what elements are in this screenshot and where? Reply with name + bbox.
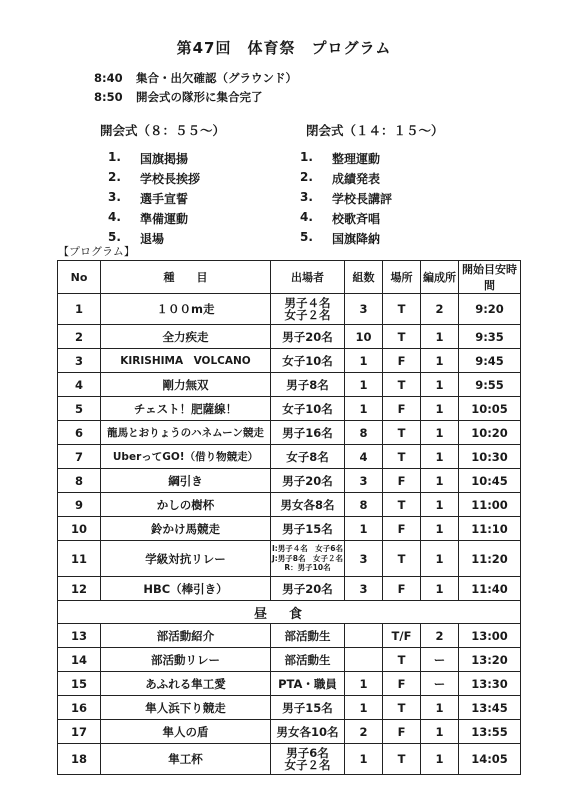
closing-item [300,230,450,250]
cell-participants [271,648,345,672]
program-label: 【プログラム】 [58,245,135,258]
cell-participants [271,744,345,775]
cell-groups: 1 [345,373,383,397]
cell-time: 10:20 [459,421,521,445]
cell-event: 隼工杯 [101,744,271,775]
participant-line: PTA・職員 [278,676,337,691]
cell-groups [345,624,383,648]
participant-line: I:男子４名 女子6名 [271,544,343,554]
cell-no: 5 [58,397,101,421]
cell-time: 13:00 [459,624,521,648]
schedule-text: 集合・出欠確認（グラウンド） [136,71,297,85]
cell-time: 10:45 [459,469,521,493]
cell-place: T [383,373,421,397]
cell-participants [271,493,345,517]
participant-line: 女子２名 [284,758,331,772]
cell-event: 綱引き [101,469,271,493]
col-header-place: 場所 [383,261,421,294]
closing-item [300,150,450,170]
cell-participants [271,720,345,744]
cell-participants [271,577,345,601]
cell-no: 9 [58,493,101,517]
participant-line: J:男子8名 女子２名 [271,553,343,563]
cell-place: F [383,397,421,421]
cell-groups [345,648,383,672]
cell-event: 龍馬とおりょうのハネムーン競走 [101,421,271,445]
closing-item [300,190,450,210]
cell-no: 12 [58,577,101,601]
item-name: 学校長挨拶 [140,172,201,186]
table-row [58,696,521,720]
cell-event: 部活動紹介 [101,624,271,648]
cell-time: 13:45 [459,696,521,720]
table-row [58,349,521,373]
participant-line: 部活動生 [284,652,331,667]
cell-groups: 1 [345,696,383,720]
cell-formation: 1 [421,577,459,601]
cell-time: 9:35 [459,325,521,349]
cell-formation: 1 [421,744,459,775]
cell-place: F [383,349,421,373]
participant-line: 男子6名 [286,746,329,760]
cell-groups: 3 [345,294,383,325]
cell-time: 10:05 [459,397,521,421]
table-row [58,517,521,541]
cell-groups: 1 [345,349,383,373]
participant-line: 男子20名 [282,581,333,596]
table-row [58,397,521,421]
cell-place: T [383,744,421,775]
cell-formation: ー [421,672,459,696]
cell-no: 15 [58,672,101,696]
cell-place: F [383,469,421,493]
item-number: 2. [108,170,121,184]
table-row [58,672,521,696]
table-row [58,493,521,517]
cell-participants [271,696,345,720]
participant-line: 男子20名 [282,473,333,488]
cell-formation: 1 [421,469,459,493]
cell-participants [271,541,345,577]
participant-line: 男子8名 [286,377,329,392]
cell-event: 学級対抗リレー [101,541,271,577]
schedule-time: 8:40 [94,71,123,85]
cell-no: 16 [58,696,101,720]
participant-line: 男子４名 [284,296,331,310]
cell-formation: 1 [421,493,459,517]
cell-participants [271,349,345,373]
cell-event: チェスト！肥薩線！ [101,397,271,421]
item-number: 4. [108,210,121,224]
item-number: 5. [108,230,121,244]
cell-event: 剛力無双 [101,373,271,397]
cell-time: 13:30 [459,672,521,696]
table-row [58,421,521,445]
page-title: 第47回 体育祭 プログラム [176,39,392,57]
cell-event: UberってGO!（借り物競走） [101,445,271,469]
lunch-label: 昼食 [58,601,521,624]
table-header-row [58,261,521,294]
cell-participants [271,469,345,493]
opening-item [108,190,258,210]
cell-participants [271,397,345,421]
cell-time: 11:40 [459,577,521,601]
item-name: 退場 [140,232,165,246]
table-row [58,469,521,493]
cell-no: 13 [58,624,101,648]
item-name: 校歌斉唱 [332,212,381,226]
table-row [58,720,521,744]
cell-event: 鈴かけ馬競走 [101,517,271,541]
cell-time: 13:20 [459,648,521,672]
item-number: 5. [300,230,313,244]
cell-groups: 8 [345,421,383,445]
cell-no: 8 [58,469,101,493]
cell-participants [271,325,345,349]
cell-event: あふれる隼工愛 [101,672,271,696]
program-table [57,260,521,775]
cell-place: F [383,720,421,744]
participant-line: 男女各8名 [280,497,335,512]
cell-formation: 2 [421,624,459,648]
item-name: 国旗降納 [332,232,381,246]
schedule-line [94,89,263,105]
cell-place: T [383,294,421,325]
col-header-groups: 組数 [345,261,383,294]
schedule-text: 開会式の隊形に集合完了 [136,90,263,104]
closing-item [300,170,450,190]
cell-place: T [383,696,421,720]
cell-participants [271,421,345,445]
cell-time: 9:45 [459,349,521,373]
cell-groups: 3 [345,577,383,601]
cell-event: 隼人の盾 [101,720,271,744]
cell-place: T [383,445,421,469]
cell-event: １００m走 [101,294,271,325]
item-name: 学校長講評 [332,192,393,206]
participant-line: 男子16名 [282,425,333,440]
cell-formation: 1 [421,349,459,373]
lunch-row [58,601,521,624]
cell-groups: 3 [345,469,383,493]
cell-formation: 1 [421,720,459,744]
opening-heading: 開会式（８：５５～） [100,123,226,138]
schedule-line [94,70,297,86]
table-row [58,294,521,325]
opening-item [108,210,258,230]
table-row [58,624,521,648]
table-row [58,744,521,775]
cell-groups: 8 [345,493,383,517]
closing-heading: 閉会式（１４：１５～） [306,123,444,138]
cell-participants [271,445,345,469]
cell-groups: 3 [345,541,383,577]
cell-participants [271,672,345,696]
cell-time: 11:20 [459,541,521,577]
opening-item [108,150,258,170]
item-number: 3. [108,190,121,204]
participant-line: 女子２名 [284,308,331,322]
cell-event: KIRISHIMA VOLCANO [101,349,271,373]
participant-line: R：男子10名 [284,563,331,573]
item-number: 1. [300,150,313,164]
participant-line: 女子10名 [282,353,333,368]
schedule-time: 8:50 [94,90,123,104]
cell-groups: 10 [345,325,383,349]
participant-line: 男子15名 [282,700,333,715]
participant-line: 男子20名 [282,329,333,344]
cell-event: 隼人浜下り競走 [101,696,271,720]
cell-formation: 1 [421,541,459,577]
cell-participants [271,373,345,397]
col-header-formation: 編成所 [421,261,459,294]
cell-no: 7 [58,445,101,469]
cell-time: 10:30 [459,445,521,469]
cell-place: T [383,648,421,672]
cell-place: T [383,541,421,577]
cell-groups: 4 [345,445,383,469]
cell-formation: 2 [421,294,459,325]
participant-line: 部活動生 [284,628,331,643]
cell-place: F [383,517,421,541]
item-name: 整理運動 [332,152,381,166]
cell-event: HBC（棒引き） [101,577,271,601]
cell-place: F [383,672,421,696]
cell-participants [271,517,345,541]
cell-place: T [383,325,421,349]
cell-event: 全力疾走 [101,325,271,349]
col-header-time: 開始目安時間 [459,261,521,294]
cell-formation: 1 [421,397,459,421]
cell-groups: 1 [345,397,383,421]
cell-time: 9:20 [459,294,521,325]
cell-groups: 1 [345,517,383,541]
cell-no: 3 [58,349,101,373]
cell-no: 4 [58,373,101,397]
cell-no: 10 [58,517,101,541]
table-row [58,325,521,349]
cell-formation: 1 [421,325,459,349]
cell-no: 6 [58,421,101,445]
cell-place: T [383,493,421,517]
item-name: 成績発表 [332,172,381,186]
cell-no: 18 [58,744,101,775]
cell-groups: 2 [345,720,383,744]
participant-line: 女子8名 [286,449,329,464]
cell-place: T [383,421,421,445]
opening-item [108,170,258,190]
col-header-event: 種 目 [101,261,271,294]
cell-time: 9:55 [459,373,521,397]
cell-event: 部活動リレー [101,648,271,672]
cell-participants [271,624,345,648]
cell-groups: 1 [345,744,383,775]
col-header-participants: 出場者 [271,261,345,294]
cell-no: 14 [58,648,101,672]
col-header-no: No [58,261,101,294]
cell-groups: 1 [345,672,383,696]
opening-list [108,150,258,250]
cell-formation: 1 [421,696,459,720]
item-number: 1. [108,150,121,164]
item-name: 選手宣誓 [140,192,189,206]
item-name: 準備運動 [140,212,189,226]
cell-formation: 1 [421,517,459,541]
cell-formation: 1 [421,445,459,469]
cell-event: かしの樹杯 [101,493,271,517]
cell-no: 1 [58,294,101,325]
cell-no: 2 [58,325,101,349]
cell-participants [271,294,345,325]
participant-line: 女子10名 [282,401,333,416]
cell-place: F [383,577,421,601]
cell-no: 17 [58,720,101,744]
cell-formation: 1 [421,373,459,397]
table-row [58,648,521,672]
participant-line: 男女各10名 [276,724,339,739]
cell-time: 11:10 [459,517,521,541]
cell-no: 11 [58,541,101,577]
participant-line: 男子15名 [282,521,333,536]
item-number: 2. [300,170,313,184]
closing-item [300,210,450,230]
item-number: 4. [300,210,313,224]
cell-time: 13:55 [459,720,521,744]
table-row [58,373,521,397]
table-row [58,445,521,469]
table-row [58,541,521,577]
closing-list [300,150,450,250]
cell-time: 11:00 [459,493,521,517]
table-row [58,577,521,601]
cell-time: 14:05 [459,744,521,775]
cell-formation: 1 [421,421,459,445]
cell-formation: ー [421,648,459,672]
cell-place: T/F [383,624,421,648]
item-name: 国旗掲揚 [140,152,189,166]
item-number: 3. [300,190,313,204]
